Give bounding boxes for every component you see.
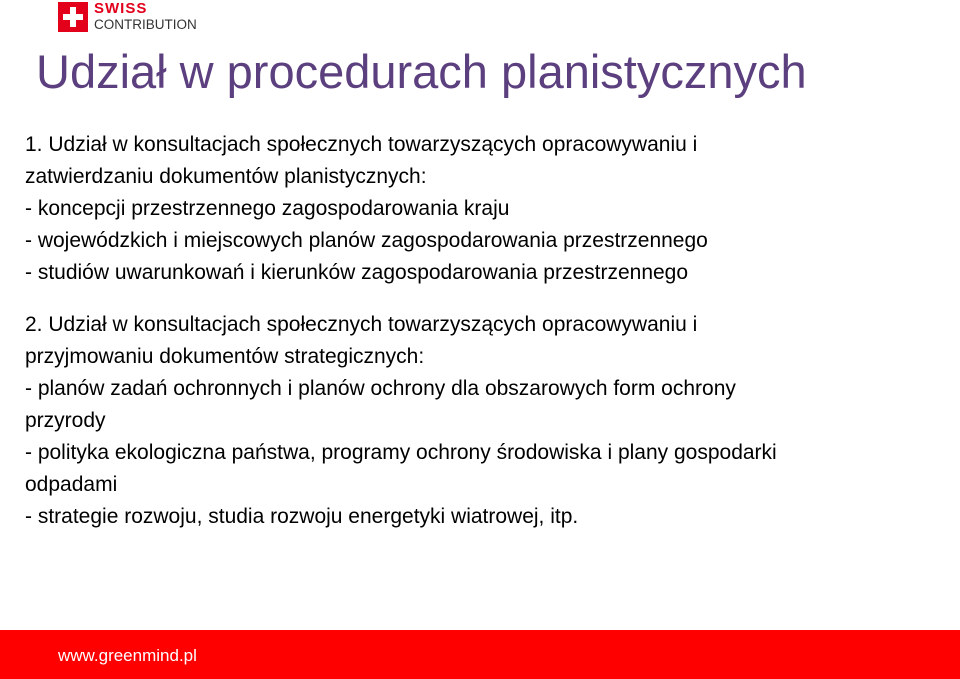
section-spacer xyxy=(25,289,945,309)
section1-item: - studiów uwarunkowań i kierunków zagospodarowania przestrzennego xyxy=(25,261,689,284)
swiss-contribution-logo xyxy=(58,2,208,32)
section1-heading-line2: zatwierdzaniu dokumentów planistycznych: xyxy=(25,165,427,188)
section1-item: - koncepcji przestrzennego zagospodarowania kraju xyxy=(25,197,510,220)
swiss-flag-icon xyxy=(58,2,88,32)
section2-line: odpadami xyxy=(25,473,118,496)
logo-text-swiss: SWISS xyxy=(94,0,148,17)
section2-line: - polityka ekologiczna państwa, programy ochrony środowiska i plany gospodarki xyxy=(25,441,777,464)
section1-heading-line1: 1. Udział w konsultacjach społecznych towarzyszących opracowywaniu i xyxy=(25,133,698,156)
section2-line: - strategie rozwoju, studia rozwoju energetyki wiatrowej, itp. xyxy=(25,505,579,528)
footer-website-url: www.greenmind.pl xyxy=(58,646,197,665)
logo-text-contribution: CONTRIBUTION xyxy=(94,17,197,32)
section2-line: przyrody xyxy=(25,409,106,432)
section2-heading-line1: 2. Udział w konsultacjach społecznych towarzyszących opracowywaniu i xyxy=(25,313,698,336)
section1-item: - wojewódzkich i miejscowych planów zagospodarowania przestrzennego xyxy=(25,229,708,252)
footer-bar xyxy=(0,630,960,679)
section2-line: - planów zadań ochronnych i planów ochrony dla obszarowych form ochrony xyxy=(25,377,736,400)
section2-heading-line2: przyjmowaniu dokumentów strategicznych: xyxy=(25,345,425,368)
slide-body xyxy=(25,129,945,533)
slide-title: Udział w procedurach planistycznych xyxy=(36,45,807,98)
